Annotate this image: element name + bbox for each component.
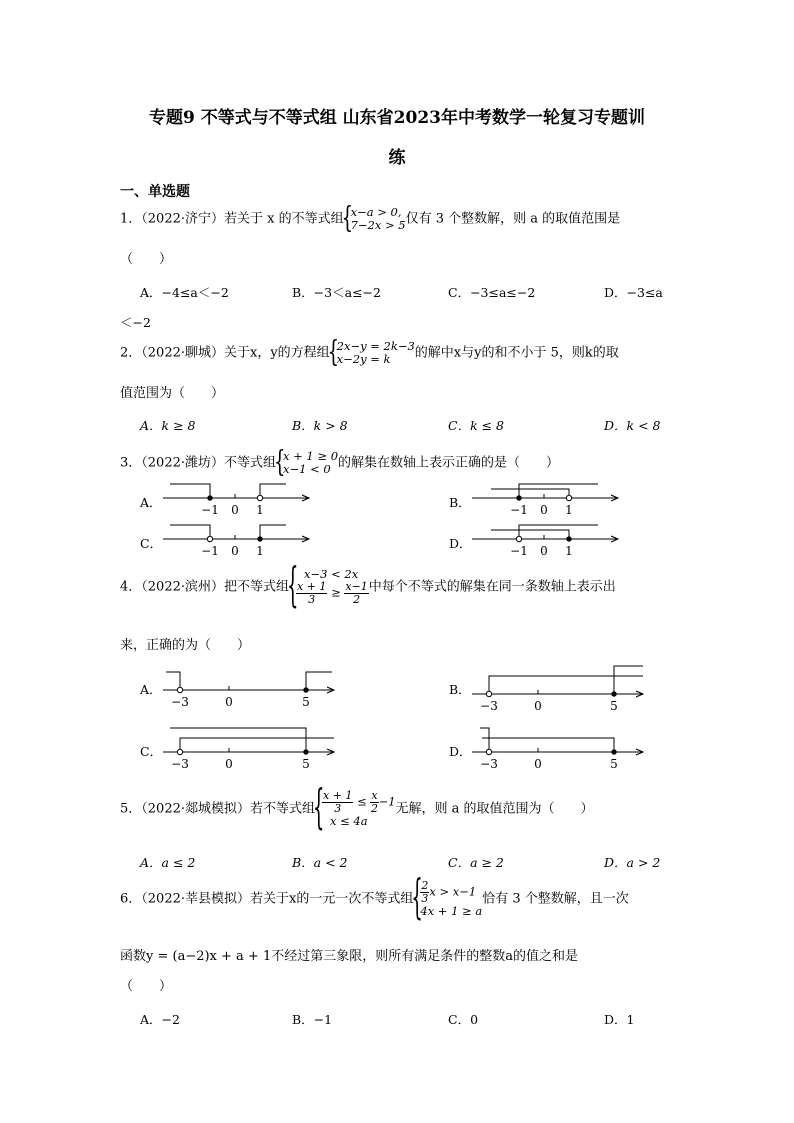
question-3: 3．（2022·潍坊）不等式组 { x + 1 ≥ 0 x−1 < 0 的解集在数轴上表示正确的是（ ） bbox=[120, 450, 559, 476]
q6-option-a[interactable]: A．−2 bbox=[140, 1012, 180, 1027]
inequality-system: { x−3 < 2x $\frac{x + 1}{3}$ ≥ $\frac{x-1}{2}$ bbox=[289, 568, 369, 606]
open-point bbox=[177, 687, 182, 692]
ray-left bbox=[170, 525, 210, 539]
q2-option-d[interactable]: D．k < 8 bbox=[604, 418, 661, 433]
q5-option-c[interactable]: C．a ≥ 2 bbox=[448, 855, 504, 870]
q6-option-d[interactable]: D．1 bbox=[604, 1012, 635, 1027]
ray-left bbox=[170, 484, 210, 498]
tick-label: 1 bbox=[256, 503, 264, 517]
q1-option-b[interactable]: B．−3＜a≤−2 bbox=[292, 285, 381, 300]
q5-option-a[interactable]: A．a ≤ 2 bbox=[140, 855, 196, 870]
q4-label-a: A． bbox=[140, 682, 162, 697]
closed-point bbox=[566, 536, 571, 541]
tick-label: 0 bbox=[225, 695, 233, 709]
tick-label: 0 bbox=[225, 757, 233, 771]
q3-option-c-number-line[interactable] bbox=[140, 525, 309, 558]
q6-option-c[interactable]: C．0 bbox=[448, 1012, 479, 1027]
q2-option-b[interactable]: B．k > 8 bbox=[292, 418, 348, 433]
tick-label: −3 bbox=[480, 757, 498, 771]
tick-label: 5 bbox=[302, 695, 310, 709]
tick-label: 1 bbox=[565, 503, 573, 517]
closed-point bbox=[303, 687, 308, 692]
tick-label: 0 bbox=[231, 503, 239, 517]
inequality-system: { x + 1 ≥ 0 x−1 < 0 bbox=[276, 450, 338, 476]
ray-right bbox=[260, 484, 286, 498]
closed-point bbox=[516, 495, 521, 500]
equation-system: { 2x−y = 2k−3 x−2y = k bbox=[330, 340, 415, 366]
question-2-line2: 值范围为（ ） bbox=[120, 386, 225, 401]
q3-label-b: B． bbox=[449, 495, 471, 510]
tick-label: 0 bbox=[540, 503, 548, 517]
open-point bbox=[177, 749, 182, 754]
question-6: 6．（2022·莘县模拟）若关于x的一元一次不等式组 { $\frac{2}{3}$ x > x−1 4x + 1 ≥ a 恰有 3 个整数解，且一次 bbox=[120, 880, 629, 918]
ray-right bbox=[306, 672, 332, 690]
question-2: 2．（2022·聊城）关于x，y的方程组 { 2x−y = 2k−3 x−2y = k 的解中x与y的和不小于 5，则k的取 bbox=[120, 340, 619, 366]
fraction: { $\frac{x + 1}{3}$ bbox=[323, 789, 353, 815]
tick-label: 0 bbox=[540, 544, 548, 558]
question-5: 5．（2022·郯城模拟）若不等式组 { $\frac{x + 1}{3}$ ≤ $\frac{x}{2}$ −1 x ≤ 4a 无解，则 a 的取值范围为（ ） bbox=[120, 790, 594, 828]
q4-option-b-number-line[interactable] bbox=[449, 666, 643, 713]
ray-right-from-minus-3 bbox=[180, 738, 334, 752]
q2-option-a[interactable]: A．k ≥ 8 bbox=[140, 418, 196, 433]
tick-label: 1 bbox=[256, 544, 264, 558]
open-point bbox=[486, 749, 491, 754]
inequality-system: { x−a > 0, 7−2x > 5 bbox=[344, 206, 406, 232]
question-1: 1．（2022·济宁）若关于 x 的不等式组 { x−a > 0, 7−2x > 5 仅有 3 个整数解，则 a 的取值范围是 bbox=[120, 206, 620, 232]
tick-label: 1 bbox=[565, 544, 573, 558]
tick-label: −3 bbox=[171, 695, 189, 709]
open-point bbox=[516, 536, 521, 541]
q1-option-a[interactable]: A．−4≤a＜−2 bbox=[140, 285, 229, 300]
tick-label: −3 bbox=[480, 699, 498, 713]
ray-right-from-minus-3 bbox=[489, 676, 643, 694]
question-1-paren: （ ） bbox=[120, 252, 173, 267]
q4-option-c-number-line[interactable] bbox=[140, 728, 334, 771]
q2-option-c[interactable]: C．k ≤ 8 bbox=[448, 418, 505, 433]
open-point bbox=[486, 691, 491, 696]
tick-label: 0 bbox=[534, 757, 542, 771]
ray-left-to-5 bbox=[170, 728, 306, 752]
tick-label: −1 bbox=[510, 503, 528, 517]
q3-option-d-number-line[interactable] bbox=[449, 525, 618, 558]
q4-label-d: D． bbox=[449, 744, 472, 759]
question-4: 4．（2022·滨州）把不等式组 { x−3 < 2x $\frac{x + 1}{3}$ ≥ $\frac{x-1}{2}$ 中每个不等式的解集在同一条数轴上表示出 bbox=[120, 568, 616, 606]
ray-right bbox=[519, 525, 598, 539]
page-title: 专题9 不等式与不等式组 山东省2023年中考数学一轮复习专题训 bbox=[149, 108, 645, 128]
q4-label-c: C． bbox=[140, 744, 163, 759]
ray-right bbox=[519, 484, 598, 498]
open-point bbox=[257, 495, 262, 500]
question-4-line2: 来，正确的为（ ） bbox=[120, 638, 251, 653]
question-6-line2: 函数y = (a−2)x + a + 1不经过第三象限，则所有满足条件的整数a的值之和是 bbox=[120, 949, 578, 964]
q1-option-d[interactable]: D．−3≤a bbox=[604, 285, 663, 300]
tick-label: −3 bbox=[171, 757, 189, 771]
q3-label-c: C． bbox=[140, 536, 163, 551]
inequality-system: { $\frac{x + 1}{3}$ ≤ $\frac{x}{2}$ −1 x ≤ 4a bbox=[315, 790, 396, 828]
section-heading: 一、单选题 bbox=[120, 184, 190, 200]
closed-point bbox=[257, 536, 262, 541]
ray-left-to-5 bbox=[482, 738, 614, 752]
ray-right bbox=[260, 525, 286, 539]
ray-left bbox=[491, 489, 569, 498]
tick-label: −1 bbox=[201, 503, 219, 517]
ray-right-from-5 bbox=[614, 666, 643, 694]
q5-option-d[interactable]: D．a > 2 bbox=[604, 855, 661, 870]
closed-point bbox=[207, 495, 212, 500]
tick-label: −1 bbox=[510, 544, 528, 558]
q4-label-b: B． bbox=[449, 682, 471, 697]
tick-label: 0 bbox=[231, 544, 239, 558]
q4-option-a-number-line[interactable] bbox=[139, 672, 334, 709]
closed-point bbox=[303, 749, 308, 754]
tick-label: 0 bbox=[534, 699, 542, 713]
q3-option-b-number-line[interactable] bbox=[449, 484, 618, 517]
fraction: $\frac{x}{2}$ bbox=[370, 789, 378, 815]
tick-label: 5 bbox=[302, 757, 310, 771]
closed-point bbox=[611, 691, 616, 696]
q1-option-d-continued: ＜−2 bbox=[120, 315, 151, 330]
q3-label-a: A． bbox=[140, 495, 162, 510]
page-title-continued: 练 bbox=[388, 148, 406, 168]
open-point bbox=[207, 536, 212, 541]
fraction: $\frac{x-1}{2}$ bbox=[345, 580, 368, 606]
ray-left bbox=[491, 530, 569, 539]
tick-label: 5 bbox=[610, 757, 618, 771]
q4-option-d-number-line[interactable] bbox=[449, 728, 643, 771]
tick-label: 5 bbox=[610, 699, 618, 713]
q1-option-c[interactable]: C．−3≤a≤−2 bbox=[448, 285, 536, 300]
q3-option-a-number-line[interactable] bbox=[139, 484, 309, 517]
ray-left-to-minus-3 bbox=[480, 728, 489, 752]
tick-label: −1 bbox=[201, 544, 219, 558]
q6-option-b[interactable]: B．−1 bbox=[292, 1012, 333, 1027]
q3-label-d: D． bbox=[449, 536, 472, 551]
fraction: { $\frac{2}{3}$ bbox=[421, 879, 429, 905]
fraction: $\frac{x + 1}{3}$ bbox=[297, 580, 327, 606]
closed-point bbox=[611, 749, 616, 754]
inequality-system: { $\frac{2}{3}$ x > x−1 4x + 1 ≥ a bbox=[413, 880, 482, 918]
ray-left bbox=[166, 672, 180, 690]
open-point bbox=[566, 495, 571, 500]
q5-option-b[interactable]: B．a < 2 bbox=[292, 855, 348, 870]
question-6-paren: （ ） bbox=[120, 979, 173, 994]
